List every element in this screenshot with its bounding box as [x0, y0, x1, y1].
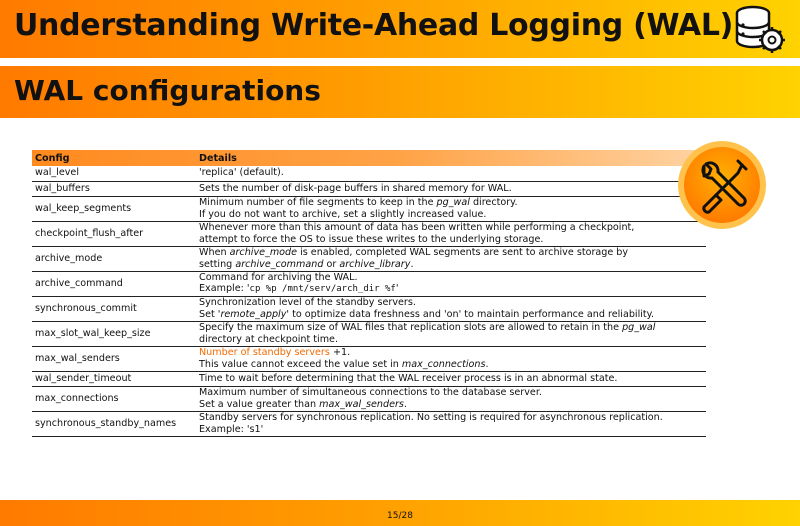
config-name: synchronous_commit: [32, 296, 196, 321]
config-name: wal_buffers: [32, 181, 196, 196]
header-details: Details: [199, 152, 237, 164]
table-row: [32, 321, 706, 346]
header-config: Config: [35, 152, 70, 164]
config-details: Synchronization level of the standby servers. Set 'remote_apply' to optimize data freshness and 'on' to maintain performance and reliability.: [196, 296, 706, 321]
table-row: [32, 371, 706, 386]
table-header-row: [32, 150, 706, 166]
table-row: [32, 181, 706, 196]
config-details: 'replica' (default).: [196, 166, 706, 181]
config-details: Specify the maximum size of WAL files that replication slots are allowed to retain in the pg_wal directory at checkpoint time.: [196, 321, 706, 346]
config-name: max_wal_senders: [32, 346, 196, 371]
config-details: Number of standby servers +1. This value cannot exceed the value set in max_connections.: [196, 346, 706, 371]
table-row: [32, 246, 706, 271]
highlight-text: Number of standby servers: [199, 347, 330, 359]
table-row: [32, 166, 706, 181]
config-details: When archive_mode is enabled, completed WAL segments are sent to archive storage by setting archive_command or archive_library.: [196, 246, 706, 271]
tools-icon: [676, 139, 768, 231]
table-row: [32, 196, 706, 221]
slide-subtitle: WAL configurations: [14, 74, 321, 107]
config-name: max_slot_wal_keep_size: [32, 321, 196, 346]
table-row: [32, 346, 706, 371]
table-row: [32, 296, 706, 321]
config-name: wal_sender_timeout: [32, 371, 196, 386]
table-row: [32, 411, 706, 436]
table-row: [32, 271, 706, 296]
database-settings-icon: [733, 3, 785, 55]
slide-title: Understanding Write-Ahead Logging (WAL): [14, 8, 734, 43]
config-name: wal_level: [32, 166, 196, 181]
page-indicator: 15/28: [387, 511, 413, 521]
table-row: [32, 221, 706, 246]
config-details: Sets the number of disk-page buffers in shared memory for WAL.: [196, 181, 706, 196]
config-details: Command for archiving the WAL. Example: 'cp %p /mnt/serv/arch_dir %f': [196, 271, 706, 296]
config-details: Maximum number of simultaneous connections to the database server. Set a value greater than max_wal_senders.: [196, 386, 706, 411]
config-name: wal_keep_segments: [32, 196, 196, 221]
table-row: [32, 386, 706, 411]
config-name: max_connections: [32, 386, 196, 411]
config-name: archive_command: [32, 271, 196, 296]
config-table: [32, 150, 706, 437]
config-details: Minimum number of file segments to keep in the pg_wal directory. If you do not want to archive, set a slightly increased value.: [196, 196, 706, 221]
config-name: archive_mode: [32, 246, 196, 271]
config-details: Time to wait before determining that the WAL receiver process is in an abnormal state.: [196, 371, 706, 386]
config-name: checkpoint_flush_after: [32, 221, 196, 246]
config-details: Standby servers for synchronous replication. No setting is required for asynchronous replication. Example: 's1': [196, 411, 706, 436]
config-details: Whenever more than this amount of data has been written while performing a checkpoint, attempt to force the OS to issue these writes to the underlying storage.: [196, 221, 706, 246]
config-name: synchronous_standby_names: [32, 411, 196, 436]
